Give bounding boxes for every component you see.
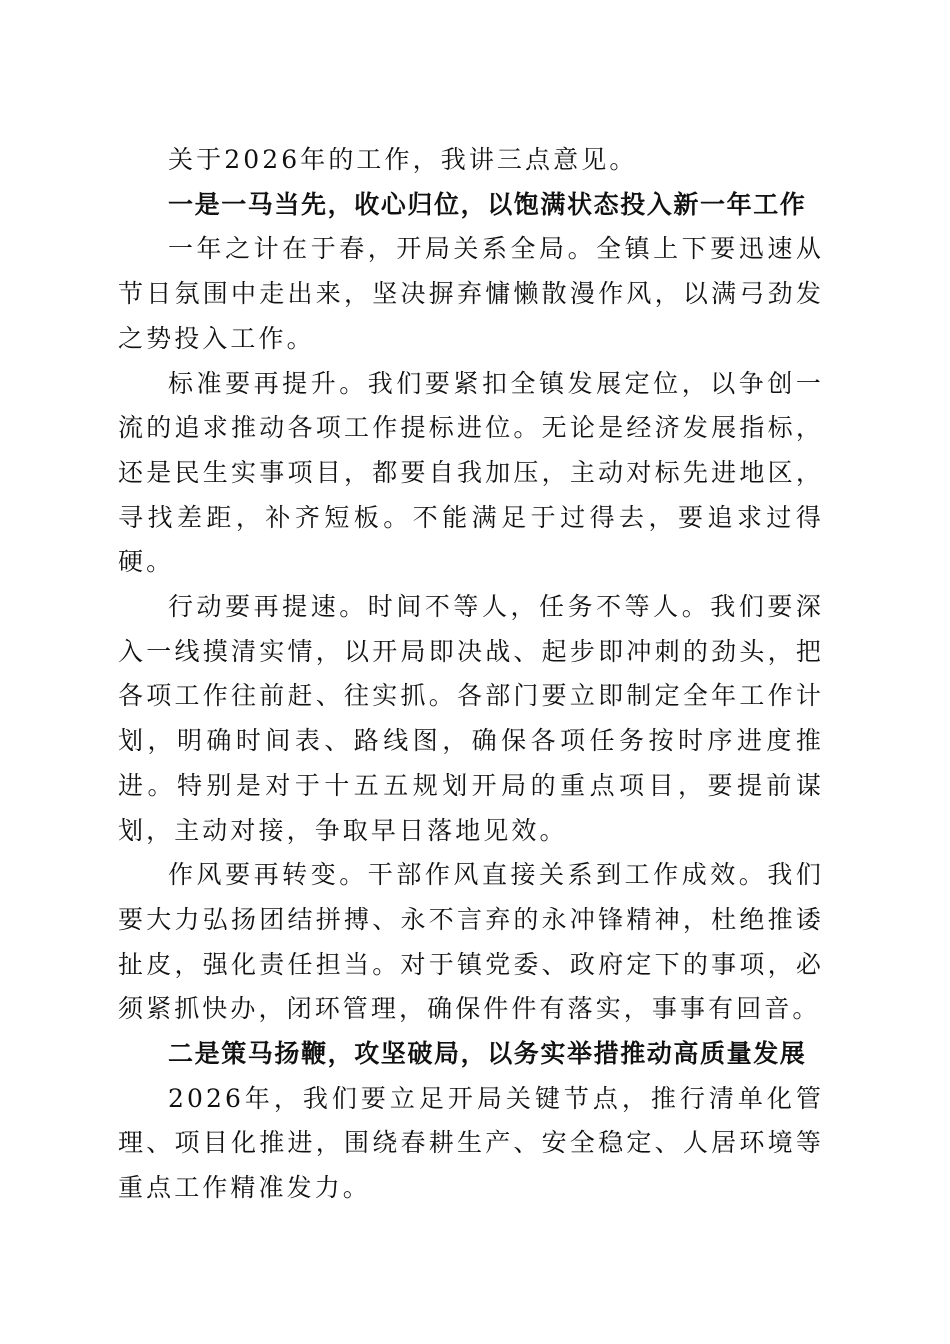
document-body [118, 138, 824, 1211]
body-paragraph: 作风要再转变。干部作风直接关系到工作成效。我们要大力弘扬团结拼搏、永不言弃的永冲锋精神，杜绝推诿扯皮，强化责任担当。对于镇党委、政府定下的事项，必须紧抓快办，闭环管理，确保件件有落实，事事有回音。 [118, 860, 824, 1024]
body-paragraph: 标准要再提升。我们要紧扣全镇发展定位，以争创一流的追求推动各项工作提标进位。无论是经济发展指标，还是民生实事项目，都要自我加压，主动对标先进地区，寻找差距，补齐短板。不能满足于过得去，要追求过得硬。 [118, 368, 824, 577]
body-paragraph: 2026年，我们要立足开局关键节点，推行清单化管理、项目化推进，围绕春耕生产、安全稳定、人居环境等重点工作精准发力。 [118, 1083, 824, 1203]
body-paragraph: 一年之计在于春，开局关系全局。全镇上下要迅速从节日氛围中走出来，坚决摒弃慵懒散漫作风，以满弓劲发之势投入工作。 [118, 234, 824, 353]
intro-paragraph: 关于2026年的工作，我讲三点意见。 [168, 145, 638, 174]
section-heading-2: 二是策马扬鞭，攻坚破局，以务实举措推动高质量发展 [168, 1039, 807, 1069]
section-heading-1: 一是一马当先，收心归位，以饱满状态投入新一年工作 [168, 189, 807, 219]
body-paragraph: 行动要再提速。时间不等人，任务不等人。我们要深入一线摸清实情，以开局即决战、起步即冲刺的劲头，把各项工作往前赶、往实抓。各部门要立即制定全年工作计划，明确时间表、路线图，确保各项任务按时序进度推进。特别是对于十五五规划开局的重点项目，要提前谋划，主动对接，争取早日落地见效。 [118, 592, 824, 845]
